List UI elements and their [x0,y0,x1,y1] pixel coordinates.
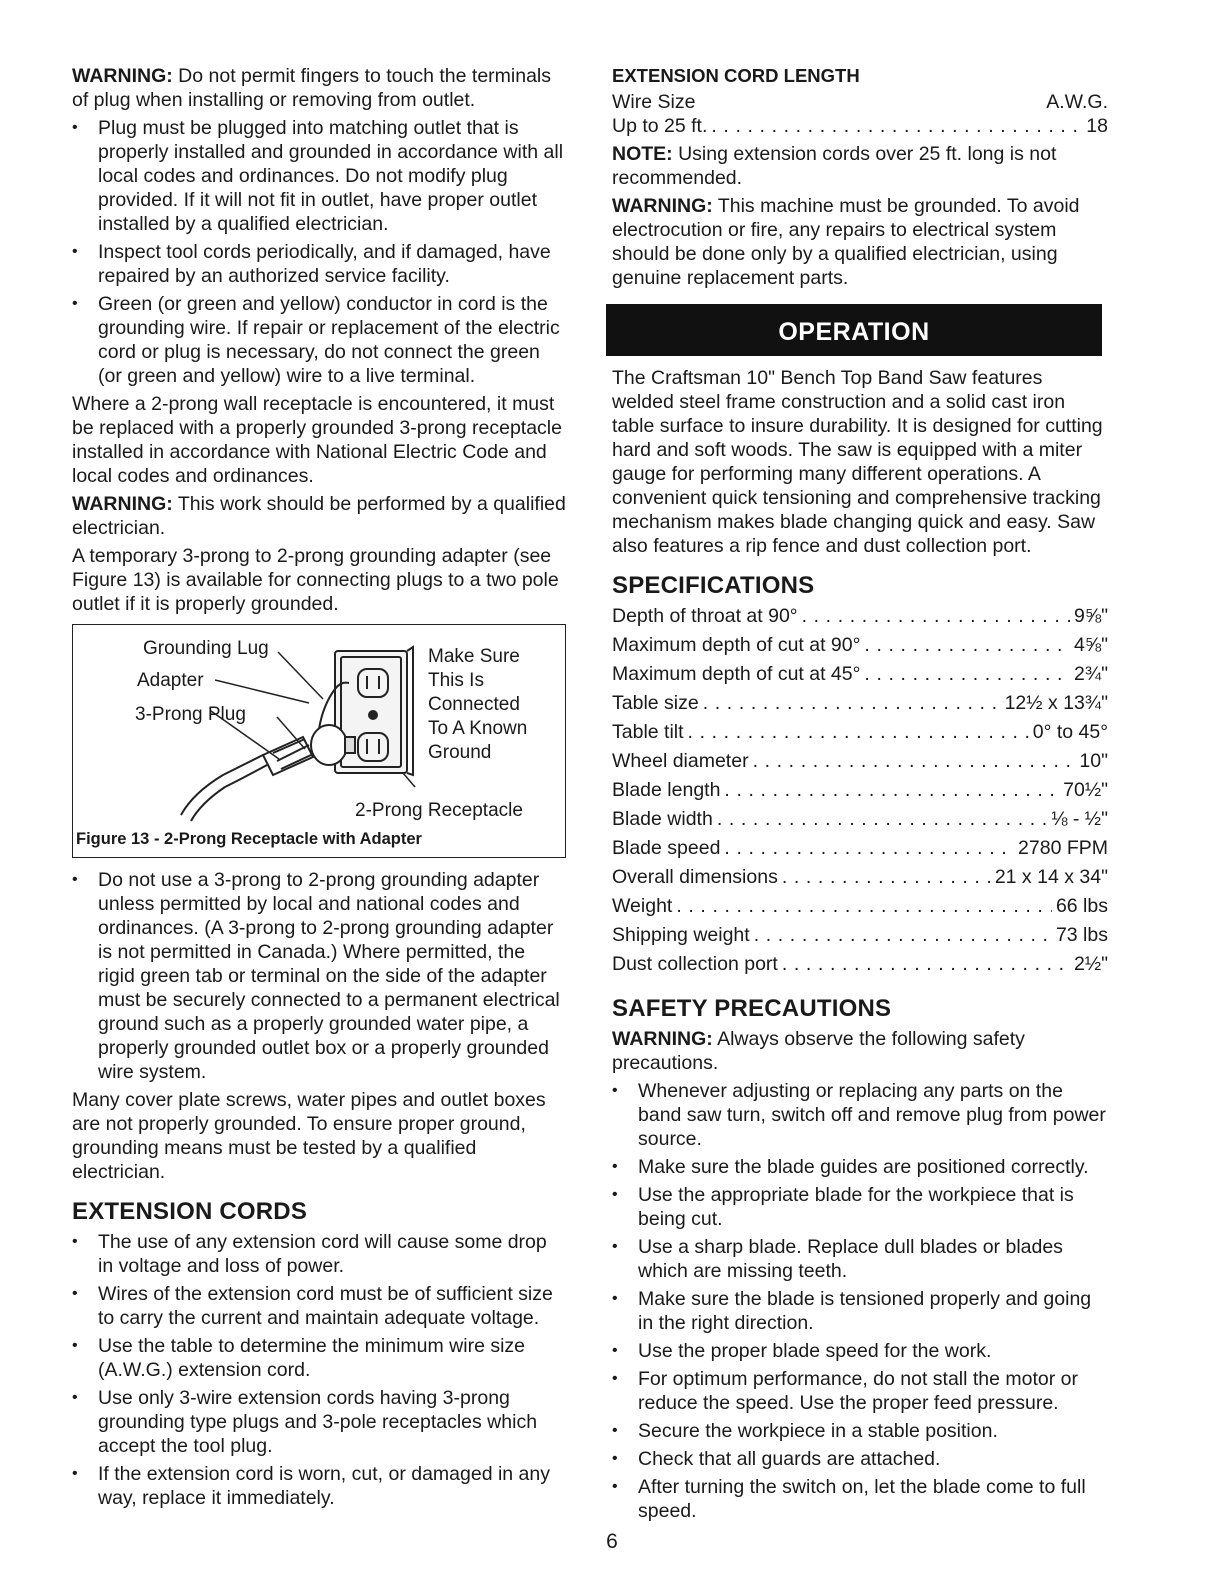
warning-text: Always observe the following safety precautions. [612,1028,1025,1074]
spec-value: ⅛ - ½" [1051,808,1108,830]
spec-row [612,836,1108,865]
wire-size-header [612,90,1108,114]
adapter-label: Adapter [137,670,204,691]
leader-dots [711,114,1082,138]
specifications-heading: SPECIFICATIONS [612,572,815,599]
figure-caption: Figure 13 - 2-Prong Receptacle with Adapter [76,830,422,848]
leader-dots [802,604,1070,628]
list-item: • For optimum performance, do not stall the motor or reduce the speed. Use the proper feed pressure. [612,1367,1108,1415]
spec-label: Overall dimensions [612,866,778,888]
list-item: • Use the table to determine the minimum wire size (A.W.G.) extension cord. [72,1334,566,1382]
list-item: • Do not use a 3-prong to 2-prong grounding adapter unless permitted by local and national codes and ordinances. (A 3-prong to 2-prong grounding adapter is not permitted in Canada.) Where permitted, the rigid green tab or terminal on the side of the adapter must be securely connected to a permanent electrical ground such as a properly grounded water pipe, a properly grounded outlet box or a properly grounded wire system. [72,868,566,1084]
extension-length-label: Up to 25 ft. [612,115,708,137]
spec-value: 2½" [1073,953,1108,975]
spec-value: 66 lbs [1055,895,1108,917]
list-item: • Secure the workpiece in a stable position. [612,1419,1108,1443]
right-column [612,64,1108,1527]
operation-banner: OPERATION [606,304,1102,356]
note-label: NOTE: [612,143,673,165]
spec-row [612,807,1108,836]
leader-dots [782,952,1070,976]
spec-row [612,604,1108,633]
spec-row [612,865,1108,894]
spec-label: Depth of throat at 90° [612,605,798,627]
safety-precautions-heading: SAFETY PRECAUTIONS [612,995,892,1022]
spec-value: 2780 FPM [1018,837,1108,859]
spec-label: Maximum depth of cut at 45° [612,663,861,685]
warning-label: WARNING: [72,65,173,87]
spec-label: Weight [612,895,673,917]
spec-value: 2¾" [1073,663,1108,685]
spec-value: 21 x 14 x 34" [994,866,1108,888]
operation-paragraph: The Craftsman 10" Bench Top Band Saw features welded steel frame construction and a solid cast iron table surface to insure durability. It is designed for cutting hard and soft woods. The saw is equipped with a miter gauge for performing many different operations. A convenient quick tensioning and comprehensive tracking mechanism makes blade changing quick and easy. Saw also features a rip fence and dust collection port. [612,367,1103,557]
spec-value: 9⅝" [1073,605,1108,627]
warning-grounded-machine [612,194,1108,290]
extension-cord-length-heading: EXTENSION CORD LENGTH [612,65,860,86]
spec-value: 10" [1079,750,1108,772]
list-item: • After turning the switch on, let the blade come to full speed. [612,1475,1108,1523]
list-item: • Inspect tool cords periodically, and if damaged, have repaired by an authorized service facility. [72,240,566,288]
make-sure-label: Make Sure [428,646,520,667]
leader-dots [724,778,1059,802]
warning-label: WARNING: [72,493,173,515]
specifications-list [612,604,1108,981]
leader-dots [754,923,1052,947]
to-a-known-label: To A Known [428,718,528,739]
spec-label: Shipping weight [612,924,750,946]
grounding-lug-label: Grounding Lug [143,638,269,659]
spec-label: Dust collection port [612,953,778,975]
leader-dots [753,749,1076,773]
this-is-label: This Is [428,670,484,691]
awg-label: A.W.G. [1046,91,1108,113]
warning-safety [612,1027,1108,1075]
spec-value: 4⅝" [1073,634,1108,656]
warning-text: This work should be performed by a qualified electrician. [72,493,566,539]
warning-plug-terminals [72,64,566,112]
leader-dots [724,836,1014,860]
warning-label: WARNING: [612,1028,713,1050]
spec-label: Table tilt [612,721,684,743]
warning-qualified-electrician [72,492,566,540]
spec-value: 0° to 45° [1032,721,1108,743]
spec-row [612,691,1108,720]
leader-dots [717,807,1047,831]
grounding-bullet-list [72,116,566,388]
safety-bullet-list [612,1079,1108,1523]
adapter-paragraph: A temporary 3-prong to 2-prong grounding adapter (see Figure 13) is available for connecting plugs to a two pole outlet if it is properly grounded. [72,545,559,615]
spec-row [612,662,1108,691]
list-item: • Check that all guards are attached. [612,1447,1108,1471]
spec-row [612,633,1108,662]
leader-dots [688,720,1029,744]
spec-row [612,778,1108,807]
extension-cords-bullet-list [72,1230,566,1510]
spec-label: Blade length [612,779,721,801]
list-item: • Whenever adjusting or replacing any parts on the band saw turn, switch off and remove plug from power source. [612,1079,1108,1151]
spec-label: Table size [612,692,699,714]
leader-dots [703,691,1001,715]
spec-label: Blade speed [612,837,721,859]
figure-13 [72,624,566,858]
spec-label: Wheel diameter [612,750,749,772]
spec-value: 70½" [1063,779,1108,801]
list-item: • Use the proper blade speed for the work. [612,1339,1108,1363]
leader-dots [676,894,1052,918]
leader-dots [864,633,1070,657]
spec-row [612,952,1108,981]
list-item: • The use of any extension cord will cause some drop in voltage and loss of power. [72,1230,566,1278]
page-number: 6 [606,1530,618,1553]
three-prong-plug [181,737,313,821]
list-item: • Plug must be plugged into matching outlet that is properly installed and grounded in accordance with all local codes and ordinances. Do not modify plug provided. If it will not fit in outlet, have proper outlet installed by a qualified electrician. [72,116,566,236]
extension-cords-heading: EXTENSION CORDS [72,1198,308,1225]
adapter-bullet-list [72,868,566,1084]
receptacle-paragraph: Where a 2-prong wall receptacle is encountered, it must be replaced with a properly grounded 3-prong receptacle installed in accordance with National Electric Code and local codes and ordinances. [72,393,562,487]
leader-dots [782,865,991,889]
three-prong-plug-label: 3-Prong Plug [135,704,246,725]
grounding-test-paragraph: Many cover plate screws, water pipes and outlet boxes are not properly grounded. To ensure proper ground, grounding means must be tested by a qualified electrician. [72,1089,546,1183]
left-column [72,64,566,1514]
spec-row [612,749,1108,778]
spec-value: 73 lbs [1055,924,1108,946]
leader-dots [864,662,1070,686]
spec-row [612,923,1108,952]
extension-note [612,142,1108,190]
note-text: Using extension cords over 25 ft. long is not recommended. [612,143,1057,189]
extension-length-value: 18 [1086,115,1108,137]
list-item: • Use a sharp blade. Replace dull blades or blades which are missing teeth. [612,1235,1108,1283]
spec-row [612,720,1108,749]
spec-label: Maximum depth of cut at 90° [612,634,861,656]
list-item: • Make sure the blade guides are positioned correctly. [612,1155,1108,1179]
receptacle-plate [335,647,413,775]
warning-text: Do not permit fingers to touch the terminals of plug when installing or removing from outlet. [72,65,552,111]
warning-label: WARNING: [612,195,713,217]
list-item: • Use only 3-wire extension cords having 3-prong grounding type plugs and 3-pole receptacles which accept the tool plug. [72,1386,566,1458]
spec-row [612,894,1108,923]
list-item: • Make sure the blade is tensioned properly and going in the right direction. [612,1287,1108,1335]
wire-size-label: Wire Size [612,91,696,113]
list-item: • Wires of the extension cord must be of sufficient size to carry the current and maintain adequate voltage. [72,1282,566,1330]
list-item: • Green (or green and yellow) conductor in cord is the grounding wire. If repair or replacement of the electric cord or plug is necessary, do not connect the green (or green and yellow) wire to a live terminal. [72,292,566,388]
list-item: • If the extension cord is worn, cut, or damaged in any way, replace it immediately. [72,1462,566,1510]
two-prong-receptacle-label: 2-Prong Receptacle [355,800,523,821]
spec-label: Blade width [612,808,713,830]
spec-value: 12½ x 13¾" [1004,692,1108,714]
ground-label: Ground [428,742,492,763]
extension-length-row [612,114,1108,138]
list-item: • Use the appropriate blade for the workpiece that is being cut. [612,1183,1108,1231]
connected-label: Connected [428,694,520,715]
warning-text: This machine must be grounded. To avoid electrocution or fire, any repairs to electrical system should be done only by a qualified electrician, using genuine replacement parts. [612,195,1080,289]
